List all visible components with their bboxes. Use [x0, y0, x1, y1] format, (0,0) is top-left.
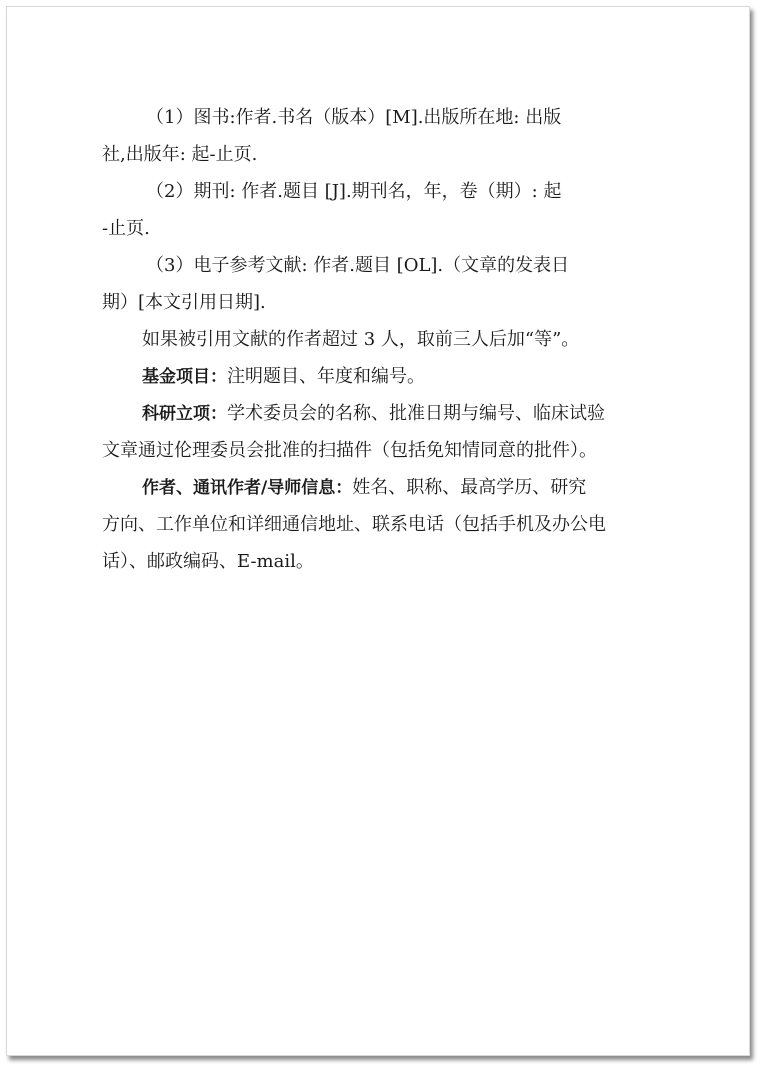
ref-book-line2 — [102, 136, 672, 173]
ref-electronic-line2 — [102, 284, 672, 321]
fund-text: 注明题目、年度和编号。 — [227, 366, 425, 387]
ref-book-text1: （1）图书:作者.书名（版本）[M].出版所在地: 出版 — [146, 107, 562, 128]
ref-electronic-text1: （3）电子参考文献: 作者.题目 [OL].（文章的发表日 — [146, 255, 570, 276]
author-info-text2: 方向、工作单位和详细通信地址、联系电话（包括手机及办公电 — [102, 514, 606, 535]
ref-journal-line1 — [102, 173, 672, 210]
ref-book-line1 — [102, 99, 672, 136]
document-body — [102, 99, 672, 580]
research-line2 — [102, 432, 672, 469]
ref-journal-text1: （2）期刊: 作者.题目 [J].期刊名，年，卷（期）: 起 — [146, 181, 562, 202]
ref-journal-text2: -止页. — [102, 218, 150, 239]
ref-electronic-line1 — [102, 247, 672, 284]
author-info-text3: 话）、邮政编码、E-mail。 — [102, 551, 314, 572]
fund-label: 基金项目： — [142, 367, 227, 387]
author-info-line1 — [102, 469, 672, 506]
author-info-line3 — [102, 543, 672, 580]
research-text2: 文章通过伦理委员会批准的扫描件（包括免知情同意的批件）。 — [102, 440, 597, 461]
ref-book-text2: 社,出版年: 起-止页. — [102, 144, 258, 165]
fund-line — [102, 358, 672, 395]
document-page — [6, 6, 750, 1056]
ref-journal-line2 — [102, 210, 672, 247]
author-info-line2 — [102, 506, 672, 543]
authors-rule-line — [102, 321, 672, 358]
research-line1 — [102, 395, 672, 432]
authors-rule-text: 如果被引用文献的作者超过 3 人，取前三人后加“等”。 — [142, 329, 580, 350]
research-text1: 学术委员会的名称、批准日期与编号、临床试验 — [227, 403, 605, 424]
research-label: 科研立项： — [142, 404, 227, 424]
author-info-text1: 姓名、职称、最高学历、研究 — [352, 477, 587, 498]
author-info-label: 作者、通讯作者/导师信息： — [142, 478, 353, 498]
ref-electronic-text2: 期）[本文引用日期]. — [102, 292, 266, 313]
